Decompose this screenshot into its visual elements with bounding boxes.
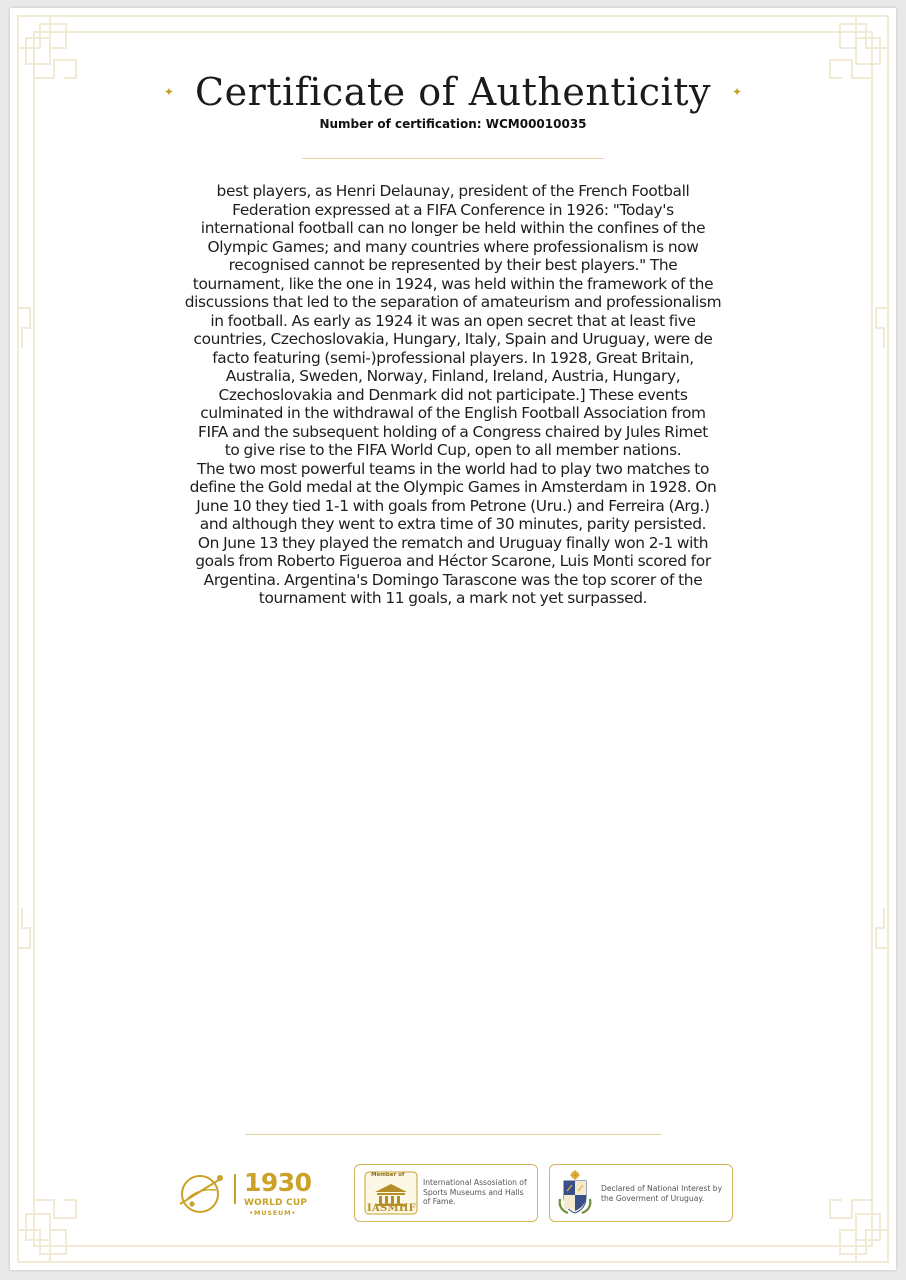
body-line: best players, as Henri Delaunay, president of the French Football xyxy=(216,182,690,200)
footer-divider xyxy=(245,1134,661,1135)
title-row xyxy=(10,70,896,114)
certificate-body-text xyxy=(118,182,788,608)
iasmhf-membership-badge xyxy=(354,1164,538,1222)
body-line: On June 13 they played the rematch and Uruguay finally won 2-1 with xyxy=(197,533,709,552)
body-line: and although they went to extra time of 30 minutes, parity persisted. xyxy=(199,515,707,533)
body-line: goals from Roberto Figueroa and Héctor Scarone, Luis Monti scored for xyxy=(195,552,711,570)
uruguay-coat-of-arms-icon xyxy=(556,1169,594,1217)
body-line: countries, Czechoslovakia, Hungary, Italy, Spain and Uruguay, were de xyxy=(193,330,713,348)
iasmhf-description: International Assosiation of Sports Museums and Halls of Fame. xyxy=(423,1178,527,1206)
body-line: Argentina. Argentina's Domingo Tarascone was the top scorer of the xyxy=(203,570,703,589)
member-of-label: Member of xyxy=(371,1172,405,1178)
body-line: Czechoslovakia and Denmark did not participate.] These events xyxy=(218,385,688,404)
certificate-title: Certificate of Authenticity xyxy=(195,70,711,114)
body-line: to give rise to the FIFA World Cup, open to all member nations. xyxy=(224,441,682,459)
divider xyxy=(302,158,604,159)
body-line: Australia, Sweden, Norway, Finland, Ireland, Austria, Hungary, xyxy=(225,367,681,385)
national-interest-badge xyxy=(549,1164,733,1222)
body-line: discussions that led to the separation of amateurism and professionalism xyxy=(184,293,722,311)
body-line: June 10 they tied 1-1 with goals from Petrone (Uru.) and Ferreira (Arg.) xyxy=(196,496,710,515)
football-icon xyxy=(172,1170,228,1216)
body-line: international football can no longer be held within the confines of the xyxy=(200,219,706,237)
body-line: culminated in the withdrawal of the English Football Association from xyxy=(200,404,706,422)
iasmhf-acronym: IASMHF xyxy=(367,1203,417,1214)
body-line: facto featuring (semi-)professional players. In 1928, Great Britain, xyxy=(212,348,694,367)
logo-museum: •MUSEUM• xyxy=(249,1209,297,1217)
body-line: tournament with 11 goals, a mark not yet surpassed. xyxy=(258,589,648,607)
star-icon: ✦ xyxy=(163,85,174,99)
body-line: The two most powerful teams in the world had to play two matches to xyxy=(196,459,710,478)
world-cup-museum-logo xyxy=(172,1168,332,1224)
certification-number: Number of certification: WCM00010035 xyxy=(319,117,587,131)
star-icon: ✦ xyxy=(732,85,743,99)
logo-world-cup: WORLD CUP xyxy=(244,1198,308,1208)
body-line: Federation expressed at a FIFA Conference in 1926: "Today's xyxy=(232,200,674,219)
logo-separator xyxy=(234,1174,236,1204)
logo-year: 1930 xyxy=(244,1168,312,1197)
body-line: tournament, like the one in 1924, was held within the framework of the xyxy=(192,274,714,293)
certificate-sheet xyxy=(10,8,896,1270)
national-interest-description: Declared of National Interest by the Goverment of Uruguay. xyxy=(601,1184,723,1203)
body-line: in football. As early as 1924 it was an open secret that at least five xyxy=(210,311,696,330)
body-line: Olympic Games; and many countries where professionalism is now xyxy=(207,237,699,256)
body-line: define the Gold medal at the Olympic Games in Amsterdam in 1928. On xyxy=(189,478,717,496)
body-line: recognised cannot be represented by their best players." The xyxy=(228,256,678,274)
body-line: FIFA and the subsequent holding of a Congress chaired by Jules Rimet xyxy=(198,422,708,441)
